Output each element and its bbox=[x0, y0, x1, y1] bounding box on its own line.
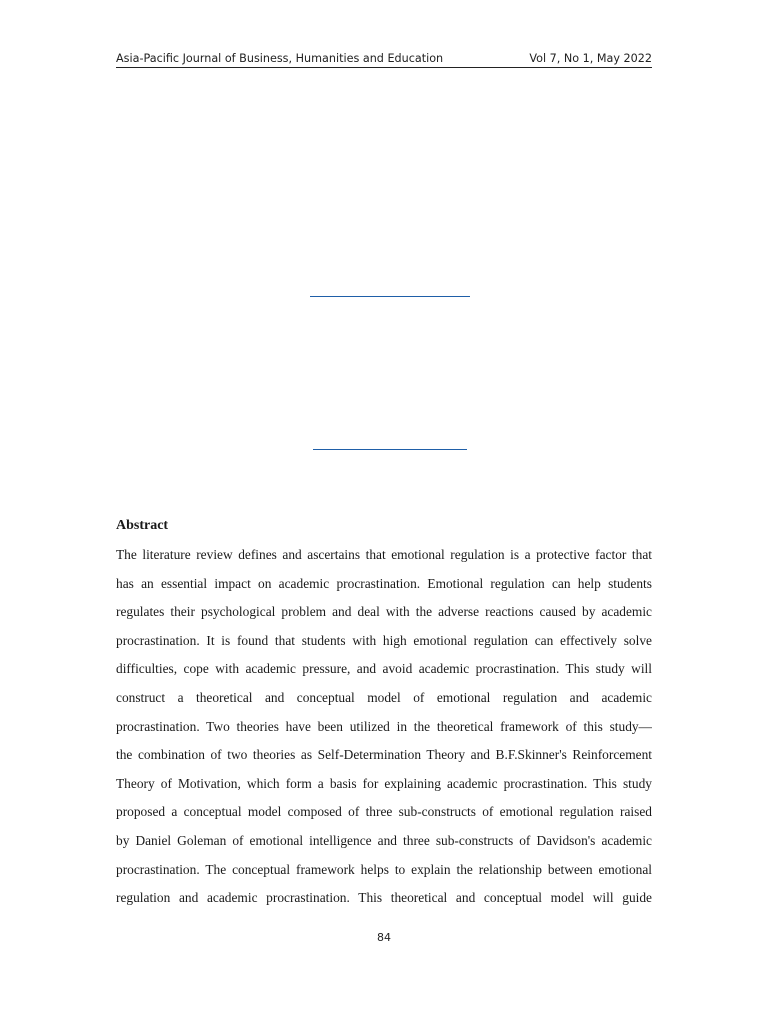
abstract-line: procrastination. It is found that students with high emotional regulation can effectively solve bbox=[116, 632, 652, 648]
journal-title: Asia-Pacific Journal of Business, Humanities and Education bbox=[116, 52, 444, 65]
abstract-line: by Daniel Goleman of emotional intelligence and three sub-constructs of Davidson's academic bbox=[116, 832, 652, 848]
abstract-line: difficulties, cope with academic pressure, and avoid academic procrastination. This study will bbox=[116, 661, 652, 677]
abstract-line: The literature review defines and ascertains that emotional regulation is a protective factor that bbox=[116, 547, 652, 562]
author-email-link-1[interactable] bbox=[310, 296, 470, 297]
running-header bbox=[116, 51, 652, 68]
abstract-line: regulation and academic procrastination. This theoretical and conceptual model will guide bbox=[116, 890, 652, 906]
abstract-body bbox=[116, 541, 652, 913]
page-number: 84 bbox=[377, 931, 391, 944]
author-email-link-2[interactable] bbox=[313, 449, 467, 450]
abstract-line: has an essential impact on academic procrastination. Emotional regulation can help students bbox=[116, 575, 652, 591]
abstract-line: regulates their psychological problem and deal with the adverse reactions caused by academic bbox=[116, 604, 652, 620]
abstract-line: the combination of two theories as Self-Determination Theory and B.F.Skinner's Reinforcement bbox=[116, 747, 652, 763]
abstract-line: procrastination. Two theories have been utilized in the theoretical framework of this study— bbox=[116, 718, 652, 734]
abstract-line: construct a theoretical and conceptual model of emotional regulation and academic bbox=[116, 689, 652, 705]
volume-info: Vol 7, No 1, May 2022 bbox=[529, 52, 652, 65]
abstract-heading: Abstract bbox=[116, 518, 169, 533]
abstract-line: proposed a conceptual model composed of three sub-constructs of emotional regulation raised bbox=[116, 804, 652, 820]
abstract-line: procrastination. The conceptual framework helps to explain the relationship between emotional bbox=[116, 861, 652, 877]
abstract-line: Theory of Motivation, which form a basis for explaining academic procrastination. This study bbox=[116, 775, 652, 791]
